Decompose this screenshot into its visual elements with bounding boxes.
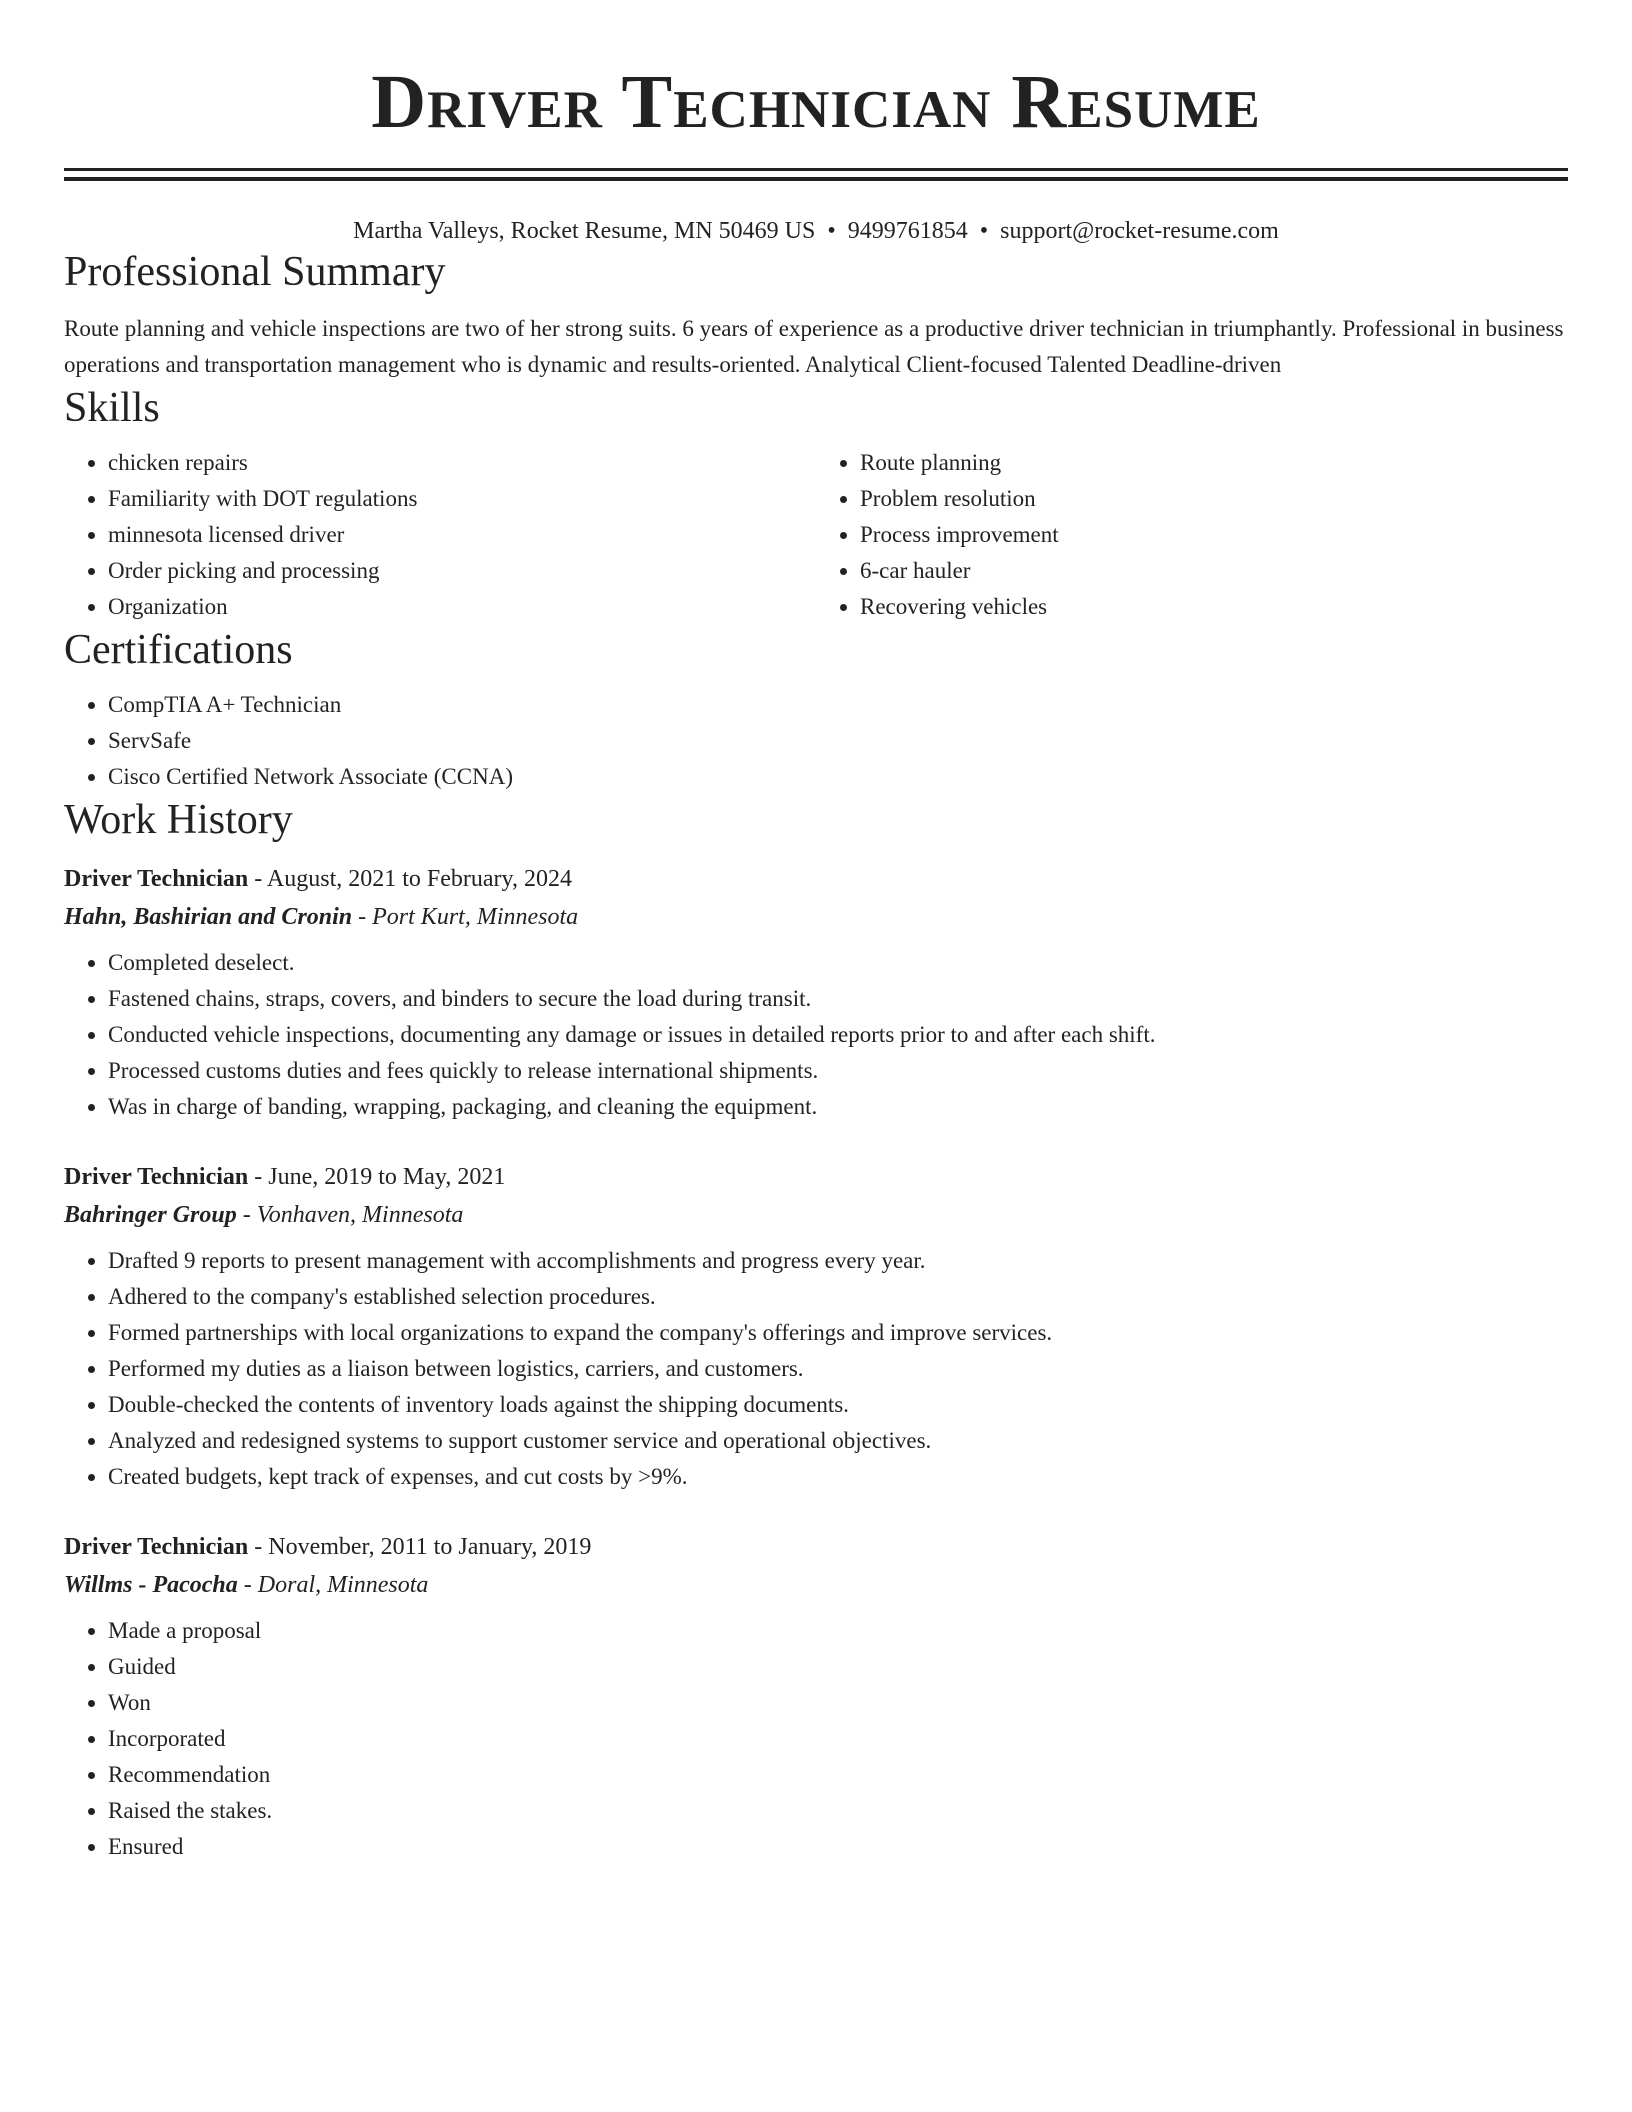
resume-title: Driver Technician Resume xyxy=(371,60,1261,144)
summary-text: Route planning and vehicle inspections are two of her strong suits. 6 years of experience as a productive driver technician in triumphantly. Professional in business operations and transportation management who is dynamic and results-oriented. Analytical Client-focused Talented Deadline-driven xyxy=(64,316,1564,377)
job-company-line xyxy=(64,1195,1568,1235)
skills-list-left xyxy=(64,445,816,625)
job-bullet: • Drafted 9 reports to present management with accomplishments and progress every year. xyxy=(108,1243,1568,1279)
job-entry xyxy=(64,1529,1568,1865)
job-title-line xyxy=(64,1529,1568,1565)
skills-list-right xyxy=(816,445,1568,625)
skill-item: • Familiarity with DOT regulations xyxy=(108,481,816,517)
job-bullet: • Processed customs duties and fees quickly to release international shipments. xyxy=(108,1053,1568,1089)
skill-item: • Organization xyxy=(108,589,816,625)
job-dash: - xyxy=(237,1572,258,1598)
job-bullet: • Performed my duties as a liaison between logistics, carriers, and customers. xyxy=(108,1351,1568,1387)
job-title-line xyxy=(64,861,1568,897)
title-rule-top xyxy=(64,168,1568,171)
skills-grid xyxy=(64,445,1568,625)
job-dash: - xyxy=(236,1202,257,1228)
job-company-line xyxy=(64,897,1568,937)
job-bullet: • Ensured xyxy=(108,1829,1568,1865)
title-rule-bottom xyxy=(64,177,1568,181)
skill-item: • 6-car hauler xyxy=(860,553,1568,589)
skill-item: • Route planning xyxy=(860,445,1568,481)
certifications-list xyxy=(64,687,1568,795)
job-company-line xyxy=(64,1565,1568,1605)
job-dash: - xyxy=(352,904,373,930)
contact-separator: • xyxy=(827,218,836,244)
job-bullet: • Fastened chains, straps, covers, and binders to secure the load during transit. xyxy=(108,981,1568,1017)
job-bullet: • Guided xyxy=(108,1649,1568,1685)
job-bullet: • Won xyxy=(108,1685,1568,1721)
job-role: Driver Technician xyxy=(64,1164,249,1190)
job-bullet: • Created budgets, kept track of expenses, and cut costs by >9%. xyxy=(108,1459,1568,1495)
job-location: Vonhaven, Minnesota xyxy=(256,1202,464,1228)
job-bullet: • Recommendation xyxy=(108,1757,1568,1793)
certification-item: • ServSafe xyxy=(108,723,1568,759)
contact-address: Martha Valleys, Rocket Resume, MN 50469 US xyxy=(353,218,816,244)
skill-item: • Recovering vehicles xyxy=(860,589,1568,625)
job-bullet: • Was in charge of banding, wrapping, packaging, and cleaning the equipment. xyxy=(108,1089,1568,1125)
summary-heading: Professional Summary xyxy=(64,249,446,295)
skill-item: • chicken repairs xyxy=(108,445,816,481)
job-bullet: • Analyzed and redesigned systems to support customer service and operational objectives. xyxy=(108,1423,1568,1459)
skill-item: • minnesota licensed driver xyxy=(108,517,816,553)
job-dates: November, 2011 to January, 2019 xyxy=(268,1534,592,1560)
skills-heading: Skills xyxy=(64,385,160,431)
certification-item: • CompTIA A+ Technician xyxy=(108,687,1568,723)
skills-column-right xyxy=(816,445,1568,625)
job-bullets xyxy=(64,945,1568,1125)
certification-item: • Cisco Certified Network Associate (CCNA) xyxy=(108,759,1568,795)
job-bullet: • Adhered to the company's established selection procedures. xyxy=(108,1279,1568,1315)
job-bullets xyxy=(64,1613,1568,1865)
job-bullet: • Double-checked the contents of inventory loads against the shipping documents. xyxy=(108,1387,1568,1423)
skill-item: • Process improvement xyxy=(860,517,1568,553)
job-dash: - xyxy=(248,866,267,892)
job-company: Willms - Pacocha xyxy=(64,1572,238,1598)
job-title-line xyxy=(64,1159,1568,1195)
job-bullet: • Formed partnerships with local organizations to expand the company's offerings and improve services. xyxy=(108,1315,1568,1351)
job-bullet: • Raised the stakes. xyxy=(108,1793,1568,1829)
job-entry xyxy=(64,861,1568,1125)
job-company: Hahn, Bashirian and Cronin xyxy=(64,904,353,930)
job-bullet: • Made a proposal xyxy=(108,1613,1568,1649)
contact-line xyxy=(64,215,1568,247)
job-bullets xyxy=(64,1243,1568,1495)
skill-item: • Problem resolution xyxy=(860,481,1568,517)
contact-phone: 9499761854 xyxy=(847,218,968,244)
job-bullet: • Conducted vehicle inspections, documenting any damage or issues in detailed reports prior to and after each shift. xyxy=(108,1017,1568,1053)
job-bullet: • Incorporated xyxy=(108,1721,1568,1757)
contact-separator: • xyxy=(979,218,989,244)
job-location: Port Kurt, Minnesota xyxy=(372,904,579,930)
work-history-heading: Work History xyxy=(64,797,293,843)
skills-column-left xyxy=(64,445,816,625)
job-dash: - xyxy=(248,1164,269,1190)
job-role: Driver Technician xyxy=(64,1534,249,1560)
skill-item: • Order picking and processing xyxy=(108,553,816,589)
job-dates: August, 2021 to February, 2024 xyxy=(266,866,572,892)
contact-email: support@rocket-resume.com xyxy=(1000,218,1279,244)
job-dash: - xyxy=(248,1534,269,1560)
job-location: Doral, Minnesota xyxy=(257,1572,429,1598)
job-role: Driver Technician xyxy=(64,866,249,892)
job-entry xyxy=(64,1159,1568,1495)
job-bullet: • Completed deselect. xyxy=(108,945,1568,981)
job-dates: June, 2019 to May, 2021 xyxy=(268,1164,506,1190)
certifications-heading: Certifications xyxy=(64,627,293,673)
job-company: Bahringer Group xyxy=(64,1202,237,1228)
